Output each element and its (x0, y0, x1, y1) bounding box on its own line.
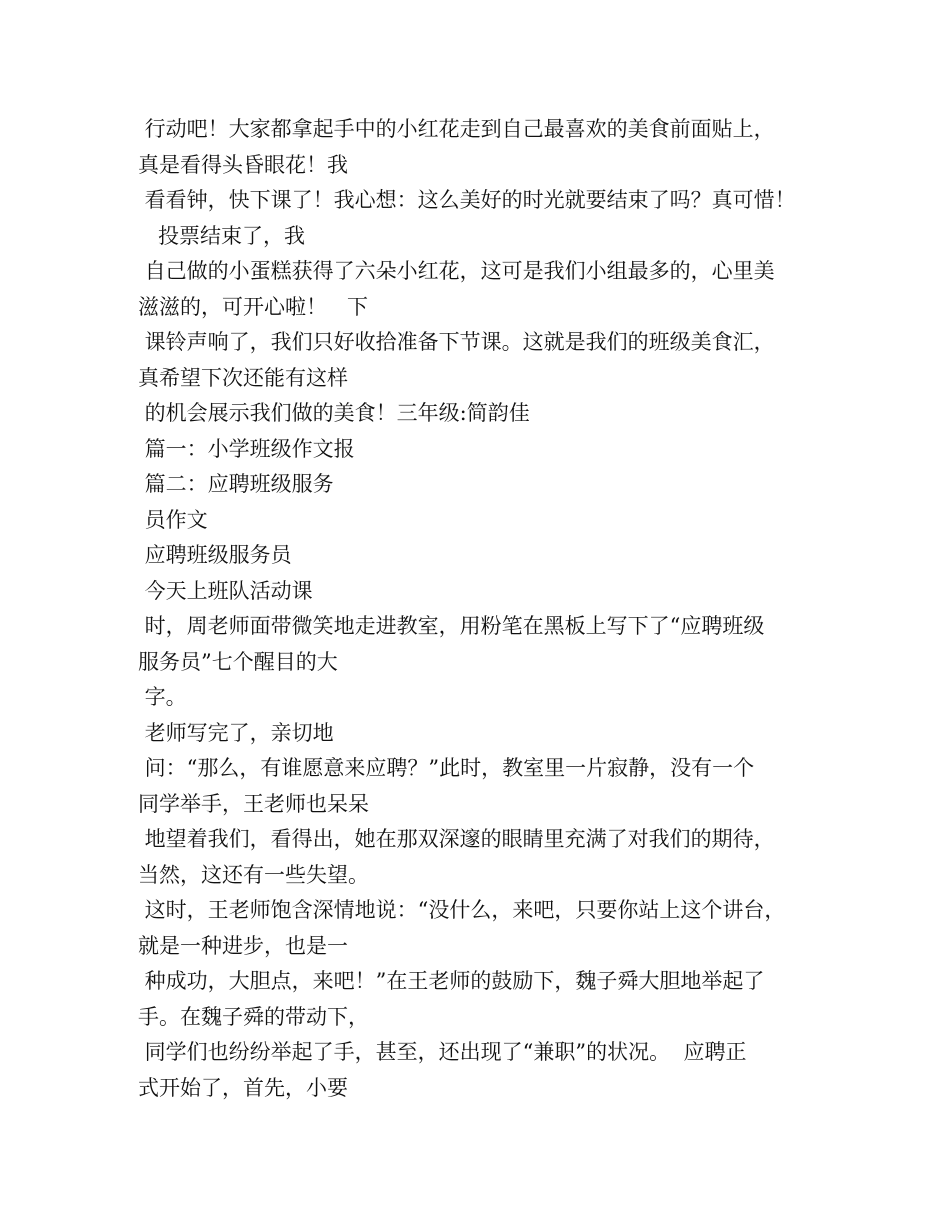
text-line: 时，周老师面带微笑地走进教室，用粉笔在黑板上写下了“应聘班级 (138, 614, 765, 638)
section-heading: 篇二：应聘班级服务 (138, 472, 334, 496)
text-line: 今天上班队活动课 (138, 578, 313, 603)
text-line: 看看钟，快下课了！我心想：这么美好的时光就要结束了吗？真可惜！ (138, 188, 796, 212)
text-line: 地望着我们，看得出，她在那双深邃的眼睛里充满了对我们的期待， (138, 827, 775, 851)
text-line: 当然，这还有一些失望。 (138, 862, 369, 887)
text-line: 的机会展示我们做的美食！三年级:简韵佳 (138, 401, 530, 425)
text-line: 真希望下次还能有这样 (138, 365, 348, 390)
text-line: 就是一种进步，也是一 (138, 933, 348, 958)
text-line: 课铃声响了，我们只好收拾准备下节课。这就是我们的班级美食汇， (138, 330, 775, 354)
text-line: 问：“那么，有谁愿意来应聘？”此时，教室里一片寂静，没有一个 (138, 756, 755, 780)
essay-title: 应聘班级服务员 (138, 543, 292, 567)
text-line: 服务员”七个醒目的大 (138, 649, 338, 674)
section-heading: 篇一：小学班级作文报 (138, 436, 355, 461)
text-line: 同学们也纷纷举起了手，甚至，还出现了“兼职”的状况。 应聘正 (138, 1040, 747, 1064)
text-line: 老师写完了，亲切地 (138, 720, 334, 745)
text-line: 滋滋的，可开心啦！ 下 (138, 294, 369, 319)
text-line: 自己做的小蛋糕获得了六朵小红花，这可是我们小组最多的，心里美 (138, 259, 775, 283)
text-line: 这时，王老师饱含深情地说：“没什么，来吧，只要你站上这个讲台， (138, 898, 786, 922)
text-line: 投票结束了，我 (138, 223, 306, 248)
text-line: 种成功，大胆点，来吧！”在王老师的鼓励下，魏子舜大胆地举起了 (138, 969, 765, 993)
essay-text (138, 112, 838, 1106)
text-line: 员作文 (138, 507, 208, 532)
text-line: 式开始了，首先，小要 (138, 1075, 348, 1100)
text-line: 行动吧！大家都拿起手中的小红花走到自己最喜欢的美食前面贴上， (138, 117, 775, 141)
text-line: 字。 (138, 685, 187, 709)
text-line: 同学举手，王老师也呆呆 (138, 791, 369, 816)
text-line: 手。在魏子舜的带动下， (138, 1004, 369, 1029)
text-line: 真是看得头昏眼花！我 (138, 152, 348, 177)
